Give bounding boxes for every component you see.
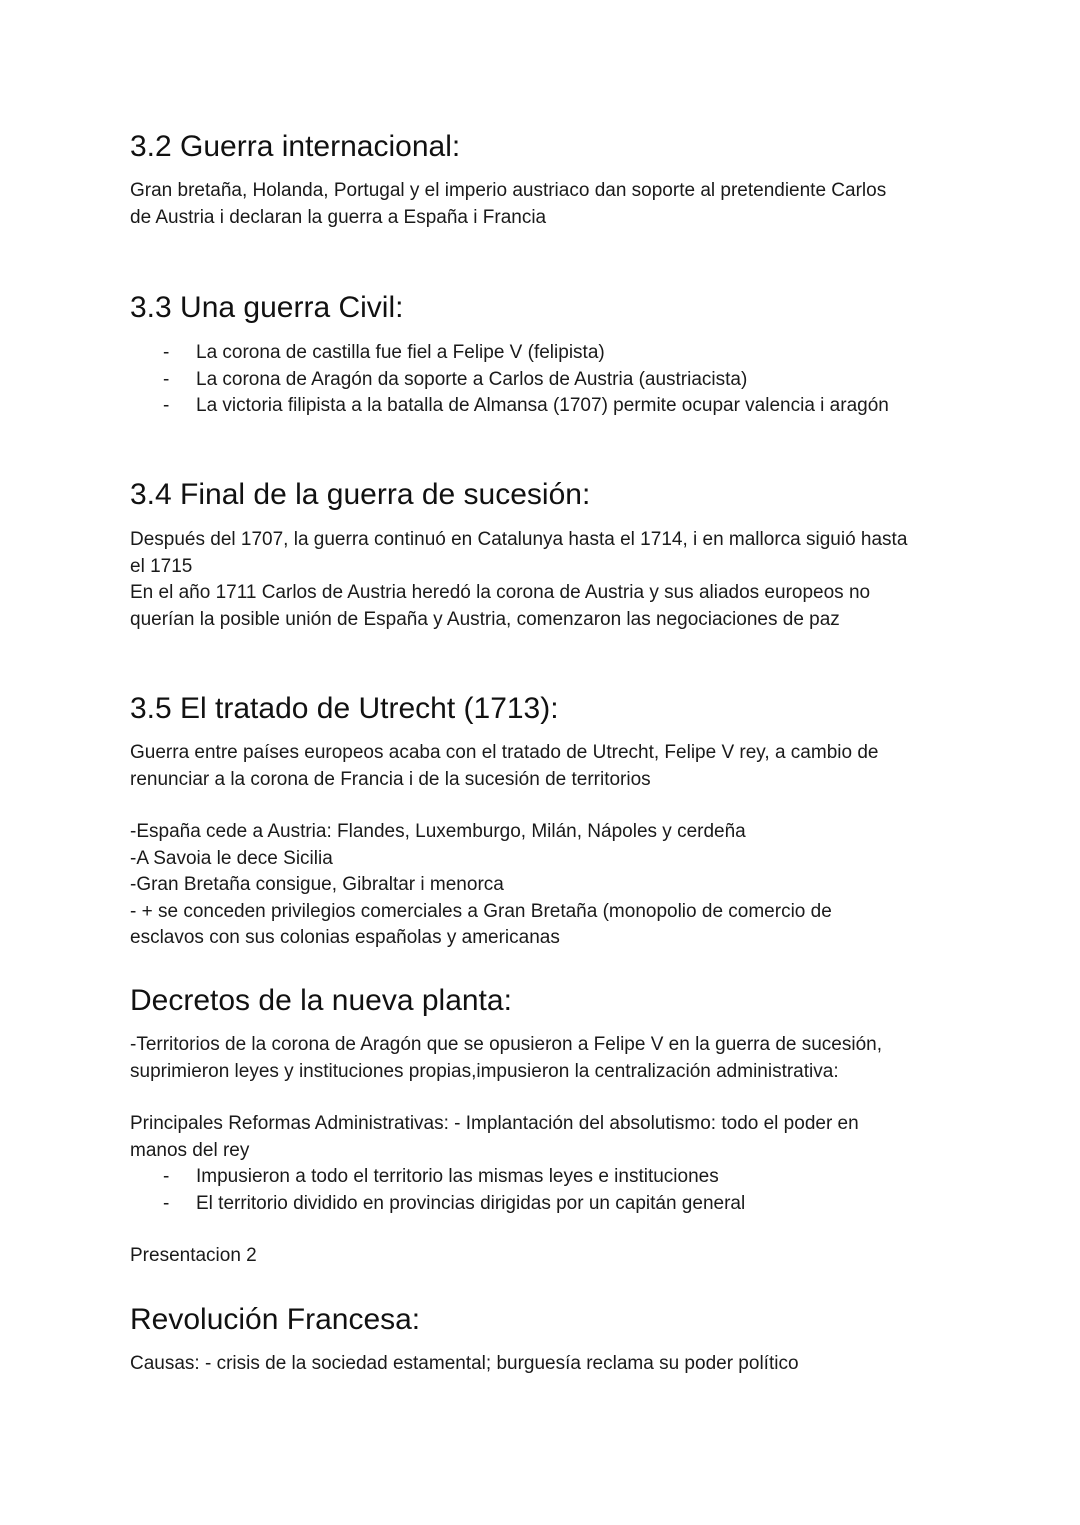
dash-bullet: - xyxy=(163,342,170,363)
bullet-item xyxy=(130,1164,960,1191)
text-line: -España cede a Austria: Flandes, Luxemburgo, Milán, Nápoles y cerdeña xyxy=(130,821,746,842)
text-line: Guerra entre países europeos acaba con el tratado de Utrecht, Felipe V rey, a cambio de xyxy=(130,742,879,763)
text-line: Causas: - crisis de la sociedad estamental; burguesía reclama su poder político xyxy=(130,1353,799,1374)
bullet-text: La corona de Aragón da soporte a Carlos de Austria (austriacista) xyxy=(196,368,748,390)
section-paragraph-reformas xyxy=(130,1111,960,1164)
bullet-text: Impusieron a todo el territorio las mismas leyes e instituciones xyxy=(196,1166,719,1187)
section-paragraph-revolucion xyxy=(130,1351,960,1378)
text-line: renunciar a la corona de Francia i de la sucesión de territorios xyxy=(130,768,651,790)
text-line: querían la posible unión de España y Austria, comenzaron las negociaciones de paz xyxy=(130,608,840,630)
bullet-item xyxy=(130,393,960,420)
section-paragraph-3-4 xyxy=(130,527,960,633)
bullet-item xyxy=(130,340,960,367)
text-line: suprimieron leyes y instituciones propias,impusieron la centralización administrativa: xyxy=(130,1060,839,1082)
text-line: de Austria i declaran la guerra a España i Francia xyxy=(130,206,547,228)
presentation-note xyxy=(130,1243,960,1270)
bullet-item xyxy=(130,367,960,394)
bullet-text: El territorio dividido en provincias dirigidas por un capitán general xyxy=(196,1192,746,1214)
dash-bullet: - xyxy=(163,1166,170,1187)
text-line: -Gran Bretaña consigue, Gibraltar i menorca xyxy=(130,874,504,895)
text-line: Presentacion 2 xyxy=(130,1245,257,1266)
dash-bullet: - xyxy=(163,1192,170,1214)
section-heading-3-3: 3.3 Una guerra Civil: xyxy=(130,291,404,324)
section-heading-decretos: Decretos de la nueva planta: xyxy=(130,984,512,1017)
section-paragraph-3-5-list xyxy=(130,819,960,952)
text-line: esclavos con sus colonias españolas y americanas xyxy=(130,927,560,948)
section-heading-3-2: 3.2 Guerra internacional: xyxy=(130,130,461,163)
text-line: - + se conceden privilegios comerciales a Gran Bretaña (monopolio de comercio de xyxy=(130,900,832,922)
bullet-list-3-3 xyxy=(130,340,960,420)
section-heading-3-5: 3.5 El tratado de Utrecht (1713): xyxy=(130,692,559,725)
text-line: el 1715 xyxy=(130,555,193,577)
bullet-text: La victoria filipista a la batalla de Almansa (1707) permite ocupar valencia i aragón xyxy=(196,395,889,416)
text-line: manos del rey xyxy=(130,1139,250,1161)
section-heading-3-4: 3.4 Final de la guerra de sucesión: xyxy=(130,478,591,511)
text-line: Principales Reformas Administrativas: - Implantación del absolutismo: todo el poder en xyxy=(130,1113,859,1134)
text-line: -A Savoia le dece Sicilia xyxy=(130,847,333,869)
section-paragraph-3-2 xyxy=(130,178,960,231)
bullet-text: La corona de castilla fue fiel a Felipe V (felipista) xyxy=(196,342,605,363)
bullet-item xyxy=(130,1191,960,1218)
dash-bullet: - xyxy=(163,368,170,390)
dash-bullet: - xyxy=(163,395,170,416)
section-heading-revolucion: Revolución Francesa: xyxy=(130,1303,421,1336)
bullet-list-reformas xyxy=(130,1164,960,1217)
text-line: Después del 1707, la guerra continuó en Catalunya hasta el 1714, i en mallorca siguió hasta xyxy=(130,529,908,550)
text-line: En el año 1711 Carlos de Austria heredó la corona de Austria y sus aliados europeos no xyxy=(130,582,871,603)
text-line: -Territorios de la corona de Aragón que se opusieron a Felipe V en la guerra de sucesión, xyxy=(130,1034,883,1055)
text-line: Gran bretaña, Holanda, Portugal y el imperio austriaco dan soporte al pretendiente Carlos xyxy=(130,180,887,201)
section-paragraph-decretos xyxy=(130,1032,960,1085)
section-paragraph-3-5 xyxy=(130,740,960,793)
